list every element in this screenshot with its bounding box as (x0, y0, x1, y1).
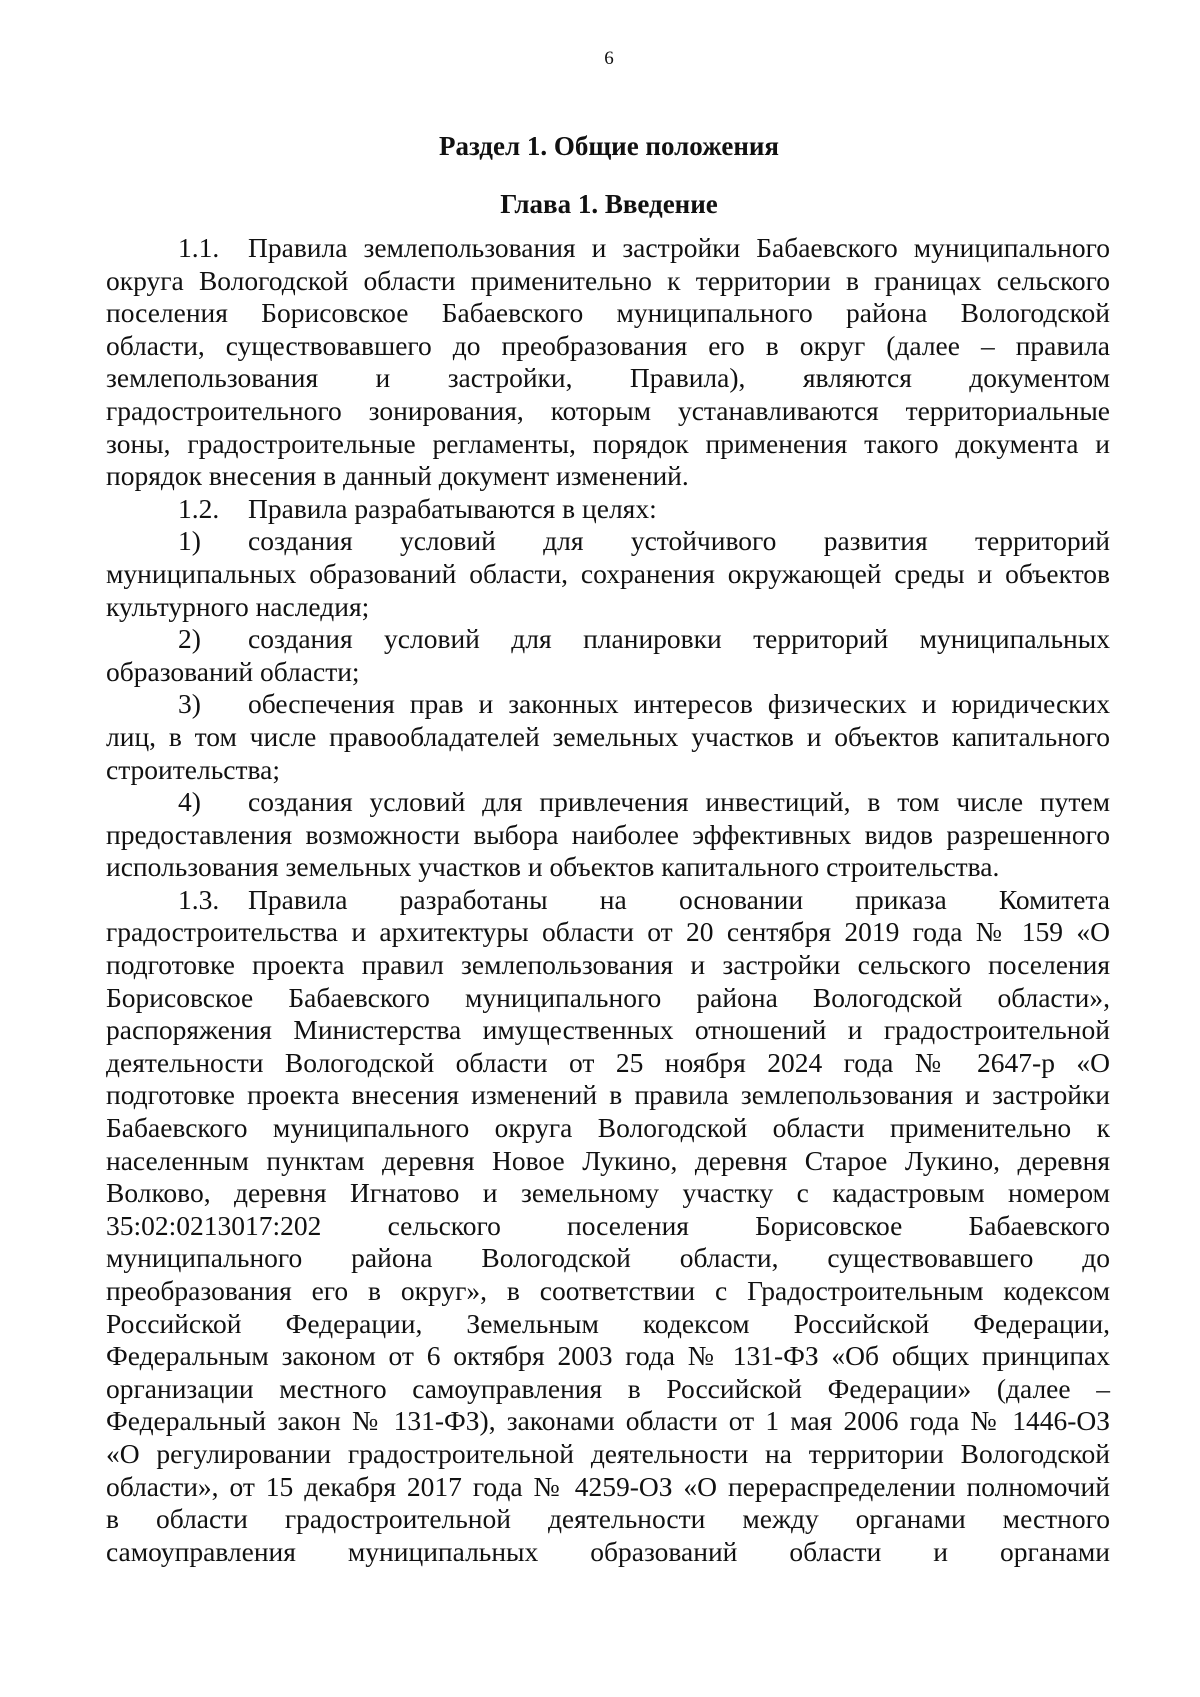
paragraph-first-line (106, 232, 1110, 265)
paragraph-line: порядок внесения в данный документ изменений. (106, 460, 689, 492)
paragraph-line: Правила землепользования и застройки Бабаевского муниципального (248, 232, 1110, 263)
section-title: Раздел 1. Общие положения (438, 131, 780, 161)
paragraph-line: Правила разработаны на основании приказа Комитета (248, 883, 1110, 915)
paragraph-line: создания условий для устойчивого развития территорий (248, 525, 1110, 557)
paragraph (106, 688, 1110, 786)
paragraph-line: градостроительного зонирования, которым устанавливаются территориальные (106, 394, 1110, 426)
paragraph-number: 1.2. (178, 492, 220, 524)
paragraph-number: 2) (178, 623, 201, 655)
paragraph-line: строительства; (106, 753, 280, 785)
paragraph-line: Волково, деревня Игнатово и земельному участку с кадастровым номером (106, 1177, 1110, 1209)
paragraph-line: создания условий для привлечения инвестиций, в том числе путем (248, 786, 1110, 818)
paragraph-first-line (106, 786, 1110, 819)
paragraph-line: области», от 15 декабря 2017 года № 4259-ОЗ «О перераспределении полномочий (106, 1470, 1110, 1502)
paragraph-line: самоуправления муниципальных образований области и органами (106, 1535, 1110, 1567)
paragraph-line: градостроительства и архитектуры области от 20 сентября 2019 года № 159 «О (106, 916, 1110, 948)
chapter-title: Глава 1. Введение (500, 189, 718, 219)
paragraph-line: муниципальных образований области, сохранения окружающей среды и объектов (106, 557, 1110, 589)
paragraph-line: преобразования его в округ», в соответствии с Градостроительным кодексом (106, 1275, 1110, 1306)
paragraph-first-line (106, 688, 1110, 721)
paragraph-first-line (106, 525, 1110, 558)
body-text (106, 232, 1110, 1568)
paragraph-line: Федеральным законом от 6 октября 2003 года № 131-ФЗ «Об общих принципах (106, 1340, 1110, 1372)
paragraph-line: «О регулировании градостроительной деятельности на территории Вологодской (106, 1437, 1110, 1469)
paragraph-first-line (106, 884, 1110, 917)
paragraph-number: 3) (178, 688, 201, 720)
paragraph (106, 525, 1110, 623)
paragraph-line: создания условий для планировки территорий муниципальных (248, 623, 1110, 655)
paragraph-line: поселения Борисовское Бабаевского муниципального района Вологодской (106, 297, 1110, 329)
paragraph (106, 786, 1110, 884)
paragraph-line: использования земельных участков и объектов капитального строительства. (106, 851, 1000, 883)
paragraph-number: 1) (178, 525, 201, 557)
paragraph-line: муниципального района Вологодской области, существовавшего до (106, 1242, 1110, 1274)
paragraph (106, 884, 1110, 1568)
paragraph-line: подготовке проекта внесения изменений в правила землепользования и застройки (106, 1079, 1110, 1111)
paragraph-line: 35:02:0213017:202 сельского поселения Борисовское Бабаевского (106, 1209, 1110, 1241)
paragraph-line: лиц, в том числе правообладателей земельных участков и объектов капитального (106, 720, 1110, 752)
paragraph-line: образований области; (106, 655, 360, 687)
paragraph-line: округа Вологодской области применительно к территории в границах сельского (106, 264, 1110, 296)
paragraph-line: организации местного самоуправления в Российской Федерации» (далее – (106, 1372, 1110, 1404)
paragraph (106, 623, 1110, 688)
paragraph-line: Российской Федерации, Земельным кодексом Российской Федерации, (106, 1307, 1110, 1339)
paragraph-line: Федеральный закон № 131-ФЗ), законами области от 1 мая 2006 года № 1446-ОЗ (106, 1405, 1110, 1437)
paragraph (106, 493, 1110, 526)
paragraph-line: области, существовавшего до преобразования его в округ (далее – правила (106, 329, 1110, 361)
paragraph-number: 1.1. (178, 232, 220, 263)
paragraph-line: культурного наследия; (106, 590, 370, 622)
paragraph-line: в области градостроительной деятельности между органами местного (106, 1503, 1110, 1535)
paragraph-line: Борисовское Бабаевского муниципального района Вологодской области», (106, 981, 1110, 1013)
paragraph-line: обеспечения прав и законных интересов физических и юридических (248, 688, 1110, 720)
paragraph-line: деятельности Вологодской области от 25 ноября 2024 года № 2647-р «О (106, 1046, 1110, 1078)
page-number: 6 (604, 48, 614, 69)
paragraph-line: населенным пунктам деревня Новое Лукино, деревня Старое Лукино, деревня (106, 1144, 1110, 1176)
paragraph-line: предоставления возможности выбора наиболее эффективных видов разрешенного (106, 818, 1110, 850)
paragraph (106, 232, 1110, 493)
paragraph-line: Бабаевского муниципального округа Вологодской области применительно к (106, 1112, 1110, 1144)
paragraph-first-line (106, 493, 1110, 526)
paragraph-line: Правила разрабатываются в целях: (248, 492, 657, 524)
paragraph-line: землепользования и застройки, Правила), являются документом (106, 362, 1110, 394)
paragraph-line: распоряжения Министерства имущественных отношений и градостроительной (106, 1014, 1110, 1046)
paragraph-line: зоны, градостроительные регламенты, порядок применения такого документа и (106, 427, 1110, 459)
paragraph-first-line (106, 623, 1110, 656)
paragraph-number: 1.3. (178, 883, 220, 915)
paragraph-number: 4) (178, 786, 201, 818)
paragraph-line: подготовке проекта правил землепользования и застройки сельского поселения (106, 949, 1110, 981)
